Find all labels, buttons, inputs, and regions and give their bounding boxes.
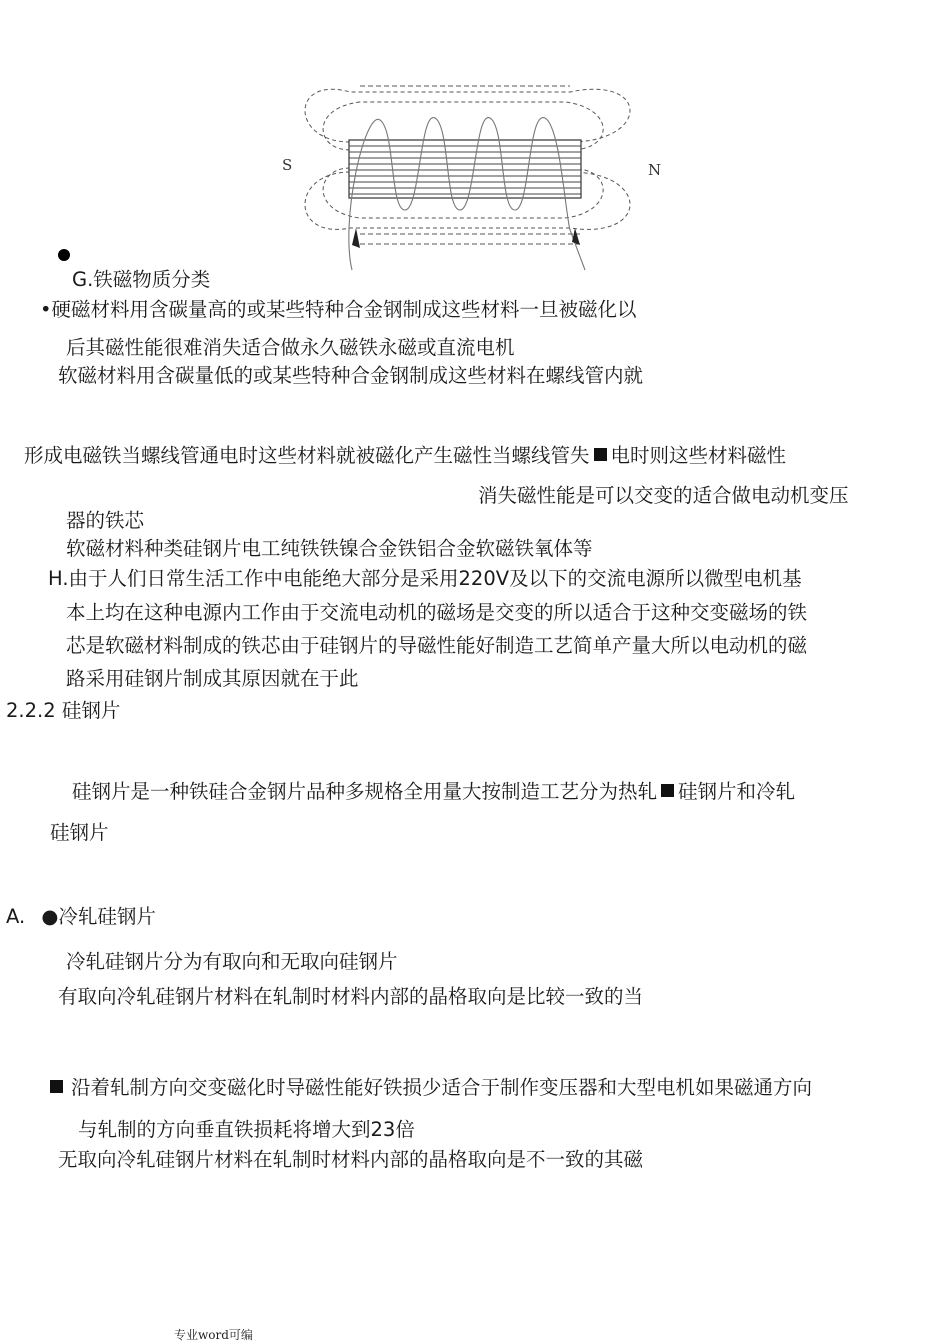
square-bullet-icon [594, 448, 607, 461]
text-span: 电时则这些材料磁性 [610, 444, 787, 467]
north-pole-label: N [648, 161, 662, 179]
paragraph-line: •硬磁材料用含碳量高的或某些特种合金钢制成这些材料一旦被磁化以 [40, 298, 637, 321]
paragraph-line: 后其磁性能很难消失适合做永久磁铁永磁或直流电机 [66, 336, 515, 359]
section-a-heading [6, 904, 156, 930]
square-bullet-icon [50, 1080, 63, 1093]
text-span: 硅钢片是一种铁硅合金钢片品种多规格全用量大按制造工艺分为热轧 [72, 780, 658, 803]
paragraph-line: 软磁材料种类硅钢片电工纯铁铁镍合金铁铝合金软磁铁氧体等 [66, 537, 593, 560]
text-span: ●冷轧硅钢片 [41, 905, 156, 928]
bullet-dot [58, 249, 70, 261]
paragraph-line: 与轧制的方向垂直铁损耗将增大到23倍 [78, 1118, 415, 1141]
paragraph-line: 无取向冷轧硅钢片材料在轧制时材料内部的晶格取向是不一致的其磁 [58, 1148, 644, 1171]
section-g-heading: G.铁磁物质分类 [72, 268, 211, 291]
solenoid-diagram [270, 80, 662, 275]
section-heading-2-2-2: 2.2.2 硅钢片 [6, 699, 121, 722]
paragraph-line: 器的铁芯 [66, 509, 145, 532]
paragraph-line: 硅钢片 [50, 821, 109, 844]
paragraph-line: 消失磁性能是可以交变的适合做电动机变压 [478, 484, 849, 507]
paragraph-line [24, 443, 786, 469]
paragraph-line: 芯是软磁材料制成的铁芯由于硅钢片的导磁性能好制造工艺简单产量大所以电动机的磁 [66, 634, 808, 657]
paragraph-line: 有取向冷轧硅钢片材料在轧制时材料内部的晶格取向是比较一致的当 [58, 985, 644, 1008]
south-pole-label: S [282, 156, 293, 174]
text-span: 沿着轧制方向交变磁化时导磁性能好铁损少适合于制作变压器和大型电机如果磁通方向 [71, 1076, 813, 1099]
paragraph-line: 本上均在这种电源内工作由于交流电动机的磁场是交变的所以适合于这种交变磁场的铁 [66, 601, 808, 624]
square-bullet-icon [661, 784, 674, 797]
paragraph-line: 软磁材料用含碳量低的或某些特种合金钢制成这些材料在螺线管内就 [58, 364, 644, 387]
text-span: A. [6, 905, 26, 928]
paragraph-line [72, 779, 795, 805]
paragraph-line: 路采用硅钢片制成其原因就在于此 [66, 667, 359, 690]
paragraph-line [48, 1075, 812, 1101]
section-h-line: H.由于人们日常生活工作中电能绝大部分是采用220V及以下的交流电源所以微型电机基 [48, 567, 802, 590]
paragraph-line: 冷轧硅钢片分为有取向和无取向硅钢片 [66, 950, 398, 973]
text-span: 形成电磁铁当螺线管通电时这些材料就被磁化产生磁性当螺线管失 [24, 444, 590, 467]
page-footer: 专业word可编 [174, 1328, 253, 1342]
text-span: 硅钢片和冷轧 [678, 780, 796, 803]
